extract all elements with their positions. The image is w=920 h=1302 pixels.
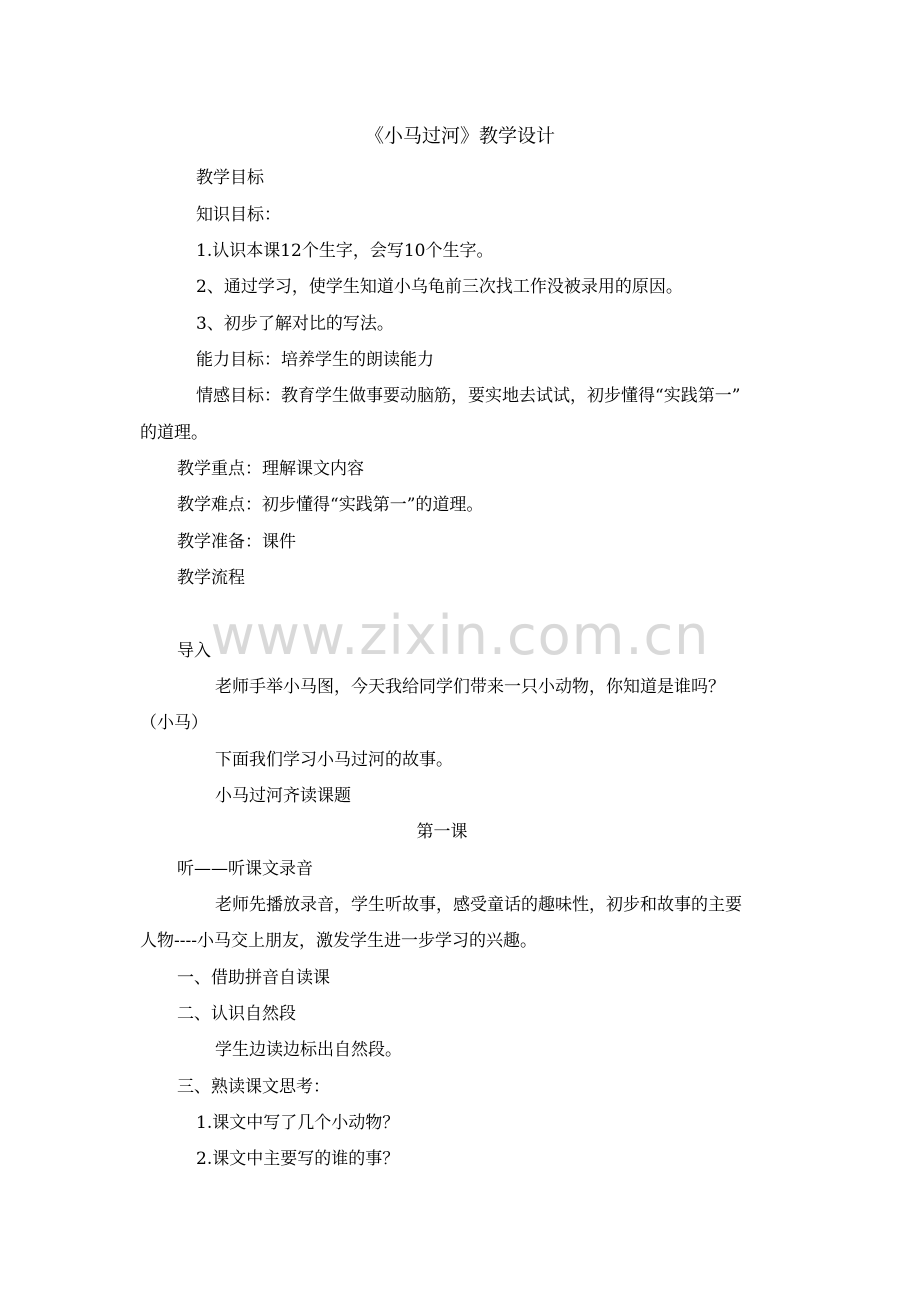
knowledge-goal-item-1: 1.认识本课12个生字，会写10个生字。 [196,241,494,261]
step-two: 二、认识自然段 [177,1004,296,1024]
teaching-key-point: 教学重点：理解课文内容 [177,459,364,479]
step-two-detail: 学生边读边标出自然段。 [215,1040,402,1060]
heading-teaching-goals: 教学目标 [196,168,264,188]
knowledge-goal-item-3: 3、初步了解对比的写法。 [196,314,394,334]
knowledge-goal-item-2: 2、通过学习，使学生知道小乌龟前三次找工作没被录用的原因。 [196,277,683,297]
question-1: 1.课文中写了几个小动物？ [196,1113,400,1133]
watermark: www.zixin.com.cn [210,604,710,667]
listen-description: 老师先播放录音，学生听故事，感受童话的趣味性，初步和故事的主要 [215,895,742,915]
lesson-one-heading: 第一课 [416,822,468,842]
listen-description-continued: 人物----小马交上朋友，激发学生进一步学习的兴趣。 [140,931,537,951]
question-2: 2.课文中主要写的谁的事？ [196,1149,400,1169]
ability-goal: 能力目标：培养学生的朗读能力 [196,350,434,370]
step-one: 一、借助拼音自读课 [177,968,330,988]
section-introduction: 导入 [177,641,211,661]
introduction-text: 老师手举小马图，今天我给同学们带来一只小动物，你知道是谁吗？ [215,677,725,697]
emotion-goal-continued: 的道理。 [140,423,208,443]
read-title: 小马过河齐读课题 [215,786,351,806]
listen-section: 听——听课文录音 [177,859,313,879]
introduction-story: 下面我们学习小马过河的故事。 [215,750,453,770]
document-title: 《小马过河》教学设计 [364,125,555,147]
emotion-goal: 情感目标：教育学生做事要动脑筋，要实地去试试，初步懂得“实践第一” [196,386,741,406]
teaching-difficulty: 教学难点：初步懂得“实践第一”的道理。 [177,495,484,515]
teaching-process-heading: 教学流程 [177,568,245,588]
teaching-preparation: 教学准备：课件 [177,532,296,552]
introduction-answer: （小马） [140,713,208,733]
knowledge-goal-label: 知识目标： [196,205,281,225]
step-three: 三、熟读课文思考： [177,1077,330,1097]
